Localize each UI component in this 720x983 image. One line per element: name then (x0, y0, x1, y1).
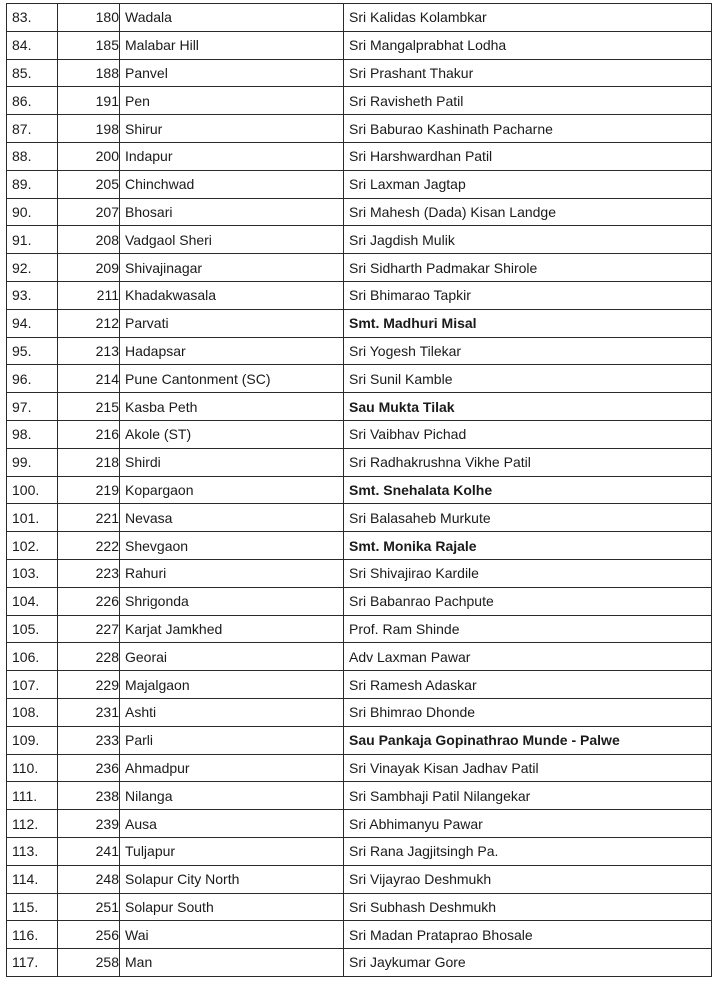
serial-number-cell: 106. (7, 643, 58, 671)
constituency-name-cell: Akole (ST) (120, 420, 344, 448)
constituency-number-cell: 229 (58, 671, 120, 699)
table-row (7, 837, 712, 865)
serial-number-cell: 86. (7, 87, 58, 115)
constituency-number-cell: 211 (58, 281, 120, 309)
constituency-name-cell: Georai (120, 643, 344, 671)
candidate-name-cell: Sri Subhash Deshmukh (344, 893, 712, 921)
constituency-name-cell: Chinchwad (120, 170, 344, 198)
constituency-name-cell: Khadakwasala (120, 281, 344, 309)
constituency-number-cell: 219 (58, 476, 120, 504)
constituency-number-cell: 200 (58, 142, 120, 170)
constituency-number-cell: 222 (58, 532, 120, 560)
candidate-name-cell: Sri Shivajirao Kardile (344, 559, 712, 587)
table-row (7, 810, 712, 838)
serial-number-cell: 110. (7, 754, 58, 782)
constituency-name-cell: Bhosari (120, 198, 344, 226)
serial-number-cell: 97. (7, 393, 58, 421)
candidate-table-body (7, 4, 712, 977)
candidate-name-cell: Sri Kalidas Kolambkar (344, 4, 712, 32)
constituency-name-cell: Solapur South (120, 893, 344, 921)
constituency-number-cell: 218 (58, 448, 120, 476)
table-row (7, 31, 712, 59)
constituency-name-cell: Parli (120, 726, 344, 754)
candidate-name-cell: Sri Mahesh (Dada) Kisan Landge (344, 198, 712, 226)
constituency-name-cell: Tuljapur (120, 837, 344, 865)
candidate-name-cell: Smt. Madhuri Misal (344, 309, 712, 337)
serial-number-cell: 102. (7, 532, 58, 560)
candidate-name-cell: Adv Laxman Pawar (344, 643, 712, 671)
serial-number-cell: 99. (7, 448, 58, 476)
table-row (7, 170, 712, 198)
candidate-name-cell: Sri Ramesh Adaskar (344, 671, 712, 699)
table-row (7, 559, 712, 587)
serial-number-cell: 112. (7, 810, 58, 838)
constituency-name-cell: Kasba Peth (120, 393, 344, 421)
candidate-name-cell: Sri Babanrao Pachpute (344, 587, 712, 615)
table-row (7, 754, 712, 782)
serial-number-cell: 114. (7, 865, 58, 893)
constituency-number-cell: 212 (58, 309, 120, 337)
constituency-number-cell: 198 (58, 115, 120, 143)
table-row (7, 782, 712, 810)
table-row (7, 365, 712, 393)
table-row (7, 87, 712, 115)
table-row (7, 671, 712, 699)
serial-number-cell: 95. (7, 337, 58, 365)
serial-number-cell: 87. (7, 115, 58, 143)
serial-number-cell: 103. (7, 559, 58, 587)
constituency-number-cell: 233 (58, 726, 120, 754)
serial-number-cell: 91. (7, 226, 58, 254)
constituency-number-cell: 216 (58, 420, 120, 448)
candidate-name-cell: Sri Prashant Thakur (344, 59, 712, 87)
candidate-name-cell: Sri Laxman Jagtap (344, 170, 712, 198)
constituency-name-cell: Man (120, 949, 344, 977)
constituency-number-cell: 185 (58, 31, 120, 59)
candidate-name-cell: Sri Bhimarao Tapkir (344, 281, 712, 309)
constituency-name-cell: Vadgaol Sheri (120, 226, 344, 254)
serial-number-cell: 100. (7, 476, 58, 504)
constituency-number-cell: 236 (58, 754, 120, 782)
table-row (7, 420, 712, 448)
constituency-name-cell: Shirur (120, 115, 344, 143)
serial-number-cell: 93. (7, 281, 58, 309)
constituency-number-cell: 205 (58, 170, 120, 198)
constituency-name-cell: Nilanga (120, 782, 344, 810)
serial-number-cell: 85. (7, 59, 58, 87)
table-row (7, 949, 712, 977)
table-row (7, 504, 712, 532)
candidate-name-cell: Sri Bhimrao Dhonde (344, 698, 712, 726)
constituency-number-cell: 231 (58, 698, 120, 726)
candidate-name-cell: Sri Baburao Kashinath Pacharne (344, 115, 712, 143)
constituency-name-cell: Shevgaon (120, 532, 344, 560)
constituency-name-cell: Hadapsar (120, 337, 344, 365)
constituency-number-cell: 228 (58, 643, 120, 671)
constituency-number-cell: 241 (58, 837, 120, 865)
table-row (7, 893, 712, 921)
constituency-number-cell: 256 (58, 921, 120, 949)
constituency-number-cell: 191 (58, 87, 120, 115)
serial-number-cell: 88. (7, 142, 58, 170)
table-row (7, 615, 712, 643)
serial-number-cell: 90. (7, 198, 58, 226)
table-row (7, 532, 712, 560)
serial-number-cell: 83. (7, 4, 58, 32)
constituency-name-cell: Wadala (120, 4, 344, 32)
constituency-number-cell: 239 (58, 810, 120, 838)
constituency-number-cell: 223 (58, 559, 120, 587)
constituency-name-cell: Pune Cantonment (SC) (120, 365, 344, 393)
constituency-name-cell: Ahmadpur (120, 754, 344, 782)
constituency-name-cell: Solapur City North (120, 865, 344, 893)
candidate-name-cell: Sri Jagdish Mulik (344, 226, 712, 254)
table-row (7, 142, 712, 170)
candidate-name-cell: Sri Radhakrushna Vikhe Patil (344, 448, 712, 476)
constituency-name-cell: Shivajinagar (120, 254, 344, 282)
candidate-name-cell: Sri Mangalprabhat Lodha (344, 31, 712, 59)
serial-number-cell: 98. (7, 420, 58, 448)
constituency-name-cell: Rahuri (120, 559, 344, 587)
candidate-name-cell: Sau Pankaja Gopinathrao Munde - Palwe (344, 726, 712, 754)
table-row (7, 726, 712, 754)
table-row (7, 643, 712, 671)
serial-number-cell: 101. (7, 504, 58, 532)
candidate-table (6, 3, 712, 977)
candidate-name-cell: Sri Yogesh Tilekar (344, 337, 712, 365)
serial-number-cell: 115. (7, 893, 58, 921)
serial-number-cell: 117. (7, 949, 58, 977)
serial-number-cell: 113. (7, 837, 58, 865)
constituency-name-cell: Wai (120, 921, 344, 949)
candidate-name-cell: Sri Madan Prataprao Bhosale (344, 921, 712, 949)
table-row (7, 865, 712, 893)
constituency-number-cell: 213 (58, 337, 120, 365)
table-row (7, 393, 712, 421)
constituency-name-cell: Malabar Hill (120, 31, 344, 59)
candidate-name-cell: Sau Mukta Tilak (344, 393, 712, 421)
constituency-name-cell: Nevasa (120, 504, 344, 532)
candidate-name-cell: Sri Rana Jagjitsingh Pa. (344, 837, 712, 865)
candidate-name-cell: Smt. Monika Rajale (344, 532, 712, 560)
constituency-number-cell: 227 (58, 615, 120, 643)
table-row (7, 254, 712, 282)
table-row (7, 698, 712, 726)
serial-number-cell: 89. (7, 170, 58, 198)
candidate-name-cell: Sri Balasaheb Murkute (344, 504, 712, 532)
constituency-name-cell: Panvel (120, 59, 344, 87)
constituency-number-cell: 215 (58, 393, 120, 421)
table-row (7, 198, 712, 226)
candidate-name-cell: Sri Abhimanyu Pawar (344, 810, 712, 838)
constituency-name-cell: Ashti (120, 698, 344, 726)
candidate-name-cell: Sri Harshwardhan Patil (344, 142, 712, 170)
constituency-number-cell: 221 (58, 504, 120, 532)
table-row (7, 448, 712, 476)
table-row (7, 4, 712, 32)
table-row (7, 587, 712, 615)
candidate-name-cell: Prof. Ram Shinde (344, 615, 712, 643)
table-row (7, 476, 712, 504)
constituency-number-cell: 209 (58, 254, 120, 282)
table-row (7, 921, 712, 949)
candidate-name-cell: Sri Vinayak Kisan Jadhav Patil (344, 754, 712, 782)
candidate-name-cell: Sri Vijayrao Deshmukh (344, 865, 712, 893)
constituency-number-cell: 226 (58, 587, 120, 615)
constituency-name-cell: Shirdi (120, 448, 344, 476)
constituency-number-cell: 238 (58, 782, 120, 810)
serial-number-cell: 111. (7, 782, 58, 810)
candidate-name-cell: Sri Jaykumar Gore (344, 949, 712, 977)
table-row (7, 309, 712, 337)
constituency-name-cell: Majalgaon (120, 671, 344, 699)
serial-number-cell: 84. (7, 31, 58, 59)
constituency-name-cell: Ausa (120, 810, 344, 838)
constituency-number-cell: 207 (58, 198, 120, 226)
serial-number-cell: 105. (7, 615, 58, 643)
candidate-name-cell: Sri Vaibhav Pichad (344, 420, 712, 448)
table-row (7, 281, 712, 309)
serial-number-cell: 94. (7, 309, 58, 337)
constituency-number-cell: 251 (58, 893, 120, 921)
constituency-number-cell: 258 (58, 949, 120, 977)
candidate-name-cell: Sri Sambhaji Patil Nilangekar (344, 782, 712, 810)
constituency-number-cell: 214 (58, 365, 120, 393)
serial-number-cell: 104. (7, 587, 58, 615)
serial-number-cell: 108. (7, 698, 58, 726)
candidate-name-cell: Sri Ravisheth Patil (344, 87, 712, 115)
constituency-number-cell: 208 (58, 226, 120, 254)
constituency-name-cell: Indapur (120, 142, 344, 170)
constituency-name-cell: Shrigonda (120, 587, 344, 615)
serial-number-cell: 116. (7, 921, 58, 949)
constituency-name-cell: Pen (120, 87, 344, 115)
candidate-name-cell: Sri Sunil Kamble (344, 365, 712, 393)
table-row (7, 337, 712, 365)
constituency-name-cell: Karjat Jamkhed (120, 615, 344, 643)
serial-number-cell: 96. (7, 365, 58, 393)
constituency-name-cell: Kopargaon (120, 476, 344, 504)
table-row (7, 115, 712, 143)
table-row (7, 226, 712, 254)
candidate-name-cell: Sri Sidharth Padmakar Shirole (344, 254, 712, 282)
candidate-name-cell: Smt. Snehalata Kolhe (344, 476, 712, 504)
constituency-number-cell: 188 (58, 59, 120, 87)
constituency-name-cell: Parvati (120, 309, 344, 337)
constituency-number-cell: 248 (58, 865, 120, 893)
serial-number-cell: 109. (7, 726, 58, 754)
serial-number-cell: 107. (7, 671, 58, 699)
serial-number-cell: 92. (7, 254, 58, 282)
table-row (7, 59, 712, 87)
constituency-number-cell: 180 (58, 4, 120, 32)
